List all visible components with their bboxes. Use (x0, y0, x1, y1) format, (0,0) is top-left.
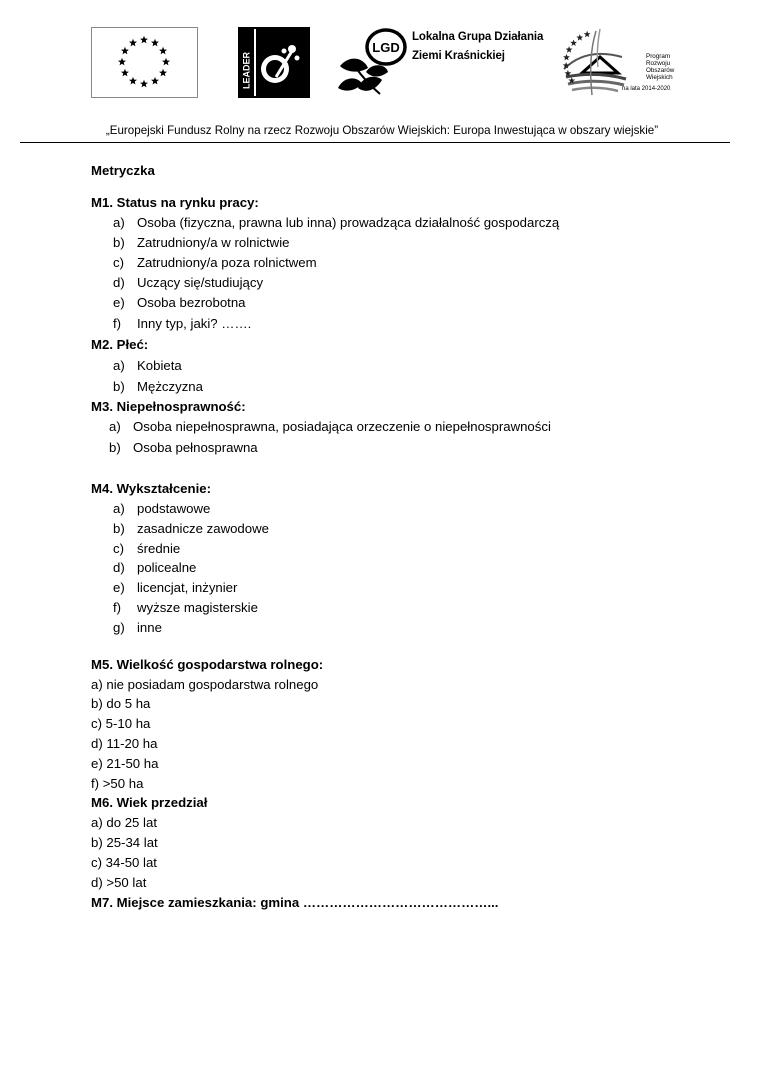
m2-heading: M2. Płeć: (91, 337, 149, 352)
option-text: Osoba bezrobotna (137, 295, 246, 310)
m1-option (113, 255, 317, 270)
option-label: a) (113, 501, 125, 516)
m3-option (109, 419, 551, 434)
lgd-logo (336, 28, 544, 100)
m5-heading: M5. Wielkość gospodarstwa rolnego: (91, 657, 324, 672)
m6-heading: M6. Wiek przedział (91, 795, 208, 810)
option-label: c) (113, 255, 124, 270)
star-icon (570, 39, 577, 46)
option-label: b) (109, 440, 121, 455)
header-tagline: „Europejski Fundusz Rolny na rzecz Rozwoju Obszarów Wiejskich: Europa Inwestująca w obszary wiejskie” (105, 124, 659, 137)
star-icon (140, 80, 148, 88)
option-text: Zatrudniony/a poza rolnictwem (137, 255, 317, 270)
m1-option (113, 235, 289, 250)
lgd-emblem-icon (336, 28, 411, 100)
prow-logo (556, 27, 681, 99)
prow-line-4: Wiejskich (646, 74, 673, 81)
star-icon (121, 69, 129, 77)
m3-option (109, 440, 258, 455)
m1-option (113, 275, 263, 290)
eu-stars-icon (92, 28, 197, 97)
prow-years: na lata 2014-2020 (622, 86, 671, 92)
option-text: Uczący się/studiujący (137, 275, 264, 290)
option-text: policealne (137, 560, 197, 575)
m4-option (113, 620, 162, 635)
star-icon (118, 58, 126, 66)
m5-option: f) >50 ha (91, 776, 144, 791)
option-label: a) (113, 215, 125, 230)
option-label: c) (113, 541, 124, 556)
header-divider (20, 142, 730, 143)
m1-option (113, 295, 246, 310)
option-text: licencjat, inżynier (137, 580, 238, 595)
option-text: inne (137, 620, 162, 635)
option-label: e) (113, 580, 125, 595)
m4-option (113, 600, 258, 615)
m5-option: a) nie posiadam gospodarstwa rolnego (91, 677, 319, 692)
m6-option: b) 25-34 lat (91, 835, 158, 850)
m2-option (113, 379, 203, 394)
leader-logo (238, 27, 310, 98)
eu-flag-logo (91, 27, 198, 98)
m5-option: e) 21-50 ha (91, 756, 159, 771)
m1-option (113, 316, 251, 331)
option-label: a) (109, 419, 121, 434)
leader-text: LEADER (241, 51, 252, 89)
star-icon (576, 34, 583, 41)
m1-heading: M1. Status na rynku pracy: (91, 195, 259, 210)
option-text: Inny typ, jaki? ……. (137, 316, 252, 331)
prow-line-2: Rozwoju (646, 60, 671, 67)
option-label: e) (113, 295, 125, 310)
option-text: Osoba pełnosprawna (133, 440, 258, 455)
star-icon (563, 54, 570, 61)
option-label: d) (113, 560, 125, 575)
star-icon (129, 39, 137, 47)
star-icon (151, 39, 159, 47)
option-text: zasadnicze zawodowe (137, 521, 269, 536)
star-icon (151, 77, 159, 85)
option-label: b) (113, 521, 125, 536)
m4-option (113, 501, 210, 516)
leader-emblem-icon (240, 29, 308, 96)
star-icon (129, 77, 137, 85)
option-label: b) (113, 379, 125, 394)
m6-option: a) do 25 lat (91, 815, 157, 830)
star-icon (140, 36, 148, 44)
option-text: Osoba (fizyczna, prawna lub inna) prowadząca działalność gospodarczą (137, 215, 560, 230)
m5-option: d) 11-20 ha (91, 736, 158, 751)
star-icon (159, 69, 167, 77)
lgd-name-line2: Ziemi Kraśnickiej (412, 50, 505, 62)
prow-line-3: Obszarów (646, 67, 675, 74)
prow-line-1: Program (646, 53, 671, 60)
m2-option (113, 358, 182, 373)
option-label: b) (113, 235, 125, 250)
option-text: średnie (137, 541, 181, 556)
star-icon (121, 47, 129, 55)
option-text: Zatrudniony/a w rolnictwie (137, 235, 290, 250)
star-icon (584, 31, 591, 38)
m4-option (113, 541, 180, 556)
option-label: d) (113, 275, 125, 290)
option-text: Kobieta (137, 358, 182, 373)
lgd-mark-text: LGD (372, 40, 400, 55)
option-label: f) (113, 316, 122, 331)
star-icon (159, 47, 167, 55)
option-text: Osoba niepełnosprawna, posiadająca orzeczenie o niepełnosprawności (133, 419, 551, 434)
doc-title: Metryczka (91, 163, 155, 178)
option-label: f) (113, 600, 122, 615)
lgd-name-line1: Lokalna Grupa Działania (412, 31, 544, 43)
m7-heading: M7. Miejsce zamieszkania: gmina ……………………………………... (91, 895, 499, 910)
m6-option: c) 34-50 lat (91, 855, 157, 870)
star-icon (566, 46, 573, 53)
m4-option (113, 521, 269, 536)
option-text: Mężczyzna (137, 379, 203, 394)
m5-option: c) 5-10 ha (91, 716, 151, 731)
option-label: a) (113, 358, 125, 373)
m4-option (113, 580, 237, 595)
m1-option (113, 215, 559, 230)
option-label: g) (113, 620, 125, 635)
option-text: podstawowe (137, 501, 211, 516)
m3-heading: M3. Niepełnosprawność: (91, 399, 246, 414)
m4-heading: M4. Wykształcenie: (91, 481, 211, 496)
option-text: wyższe magisterskie (137, 600, 258, 615)
m5-option: b) do 5 ha (91, 696, 151, 711)
m6-option: d) >50 lat (91, 875, 147, 890)
m4-option (113, 560, 196, 575)
star-icon (162, 58, 170, 66)
